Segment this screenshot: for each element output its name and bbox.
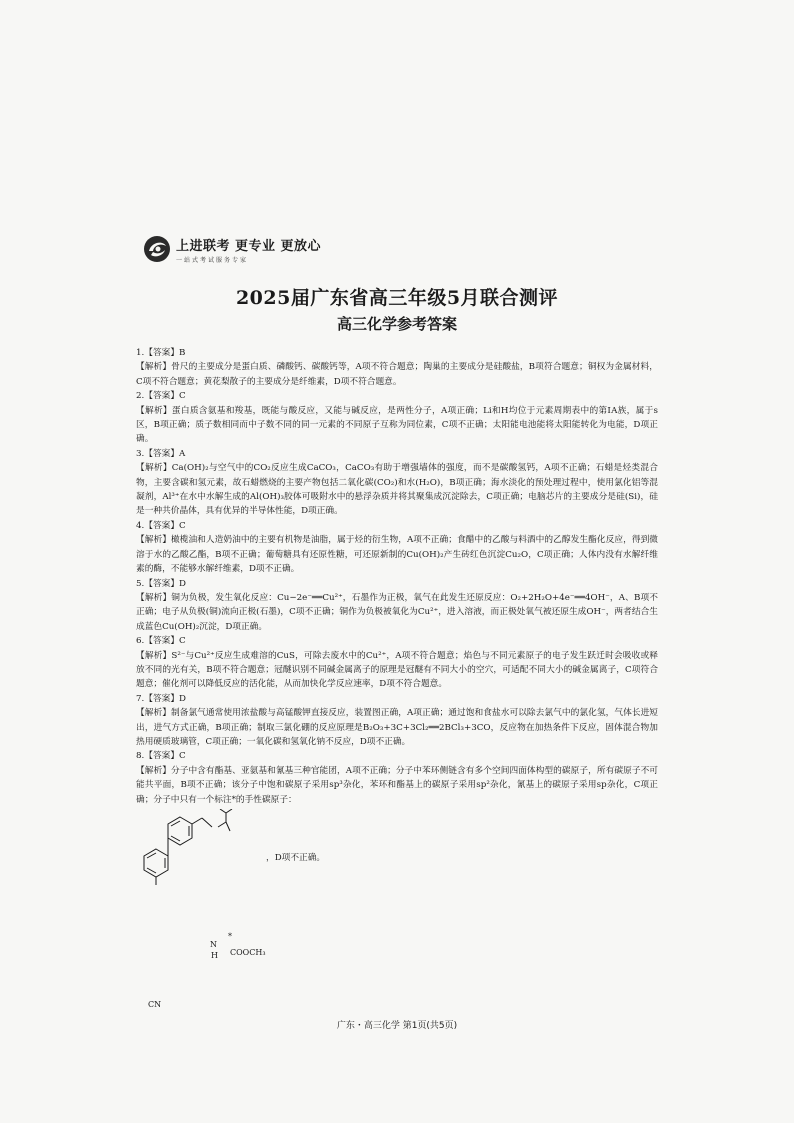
question-7 (136, 692, 658, 750)
brand-name: 上进联考 更专业 更放心 (176, 238, 322, 254)
page-footer: 广东・高三化学 第1页(共5页) (336, 1021, 458, 1031)
question-8 (136, 749, 658, 901)
analysis-text: 【解析】蛋白质含氨基和羧基，既能与酸反应，又能与碱反应，是两性分子，A项正确；Li和H均位于元素周期表中的第ⅠA族，属于s区，B项正确；质子数相同而中子数不同的同一元素的不同原子互称为同位素，C项不正确；太阳能电池能将太阳能转化为电能，D项正确。 (136, 405, 658, 445)
analysis-text: 【解析】制备氯气通常使用浓盐酸与高锰酸钾直接反应，装置图正确，A项正确；通过饱和食盐水可以除去氯气中的氯化氢，气体长进短出，进气方式正确，B项正确；制取三氯化硼的反应原理是B₂O₃+3C+3Cl₂══2BCl₃+3CO，反应物在加热条件下反应，固体混合物加热用硬质玻璃管，C项正确；一氧化碳和氢氧化钠不反应，D项不正确。 (136, 708, 658, 747)
label-n: N (210, 940, 217, 949)
question-2 (136, 389, 658, 447)
analysis-text: 【解析】骨尺的主要成分是蛋白质、磷酸钙、碳酸钙等，A项不符合题意；陶巢的主要成分是硅酸盐，B项符合题意；铜权为金属材料，C项不符合题意；黄花梨散子的主要成分是纤维素，D项不符合题意。 (136, 362, 658, 387)
answer-list (136, 346, 658, 901)
brand-logo (142, 234, 321, 264)
answer-label: 5.【答案】D (136, 578, 187, 589)
page-subtitle: 高三化学参考答案 (336, 315, 457, 333)
answer-label: 3.【答案】A (136, 448, 186, 459)
analysis-text: 【解析】分子中含有酯基、亚氨基和氰基三种官能团，A项不正确；分子中苯环侧链含有多个空间四面体构型的碳原子，所有碳原子不可能共平面，B项不正确；该分子中饱和碳原子采用sp³杂化，苯环和酯基上的碳原子采用sp²杂化，氰基上的碳原子采用sp杂化，C项正确；分子中只有一个标注*的手性碳原子： (136, 765, 658, 805)
chiral-molecule-structure (136, 809, 264, 901)
answer-label: 7.【答案】D (136, 693, 187, 704)
page-title: 2025届广东省高三年级5月联合测评 (235, 287, 559, 309)
chiral-star: * (228, 932, 232, 941)
answer-label: 8.【答案】C (136, 751, 186, 762)
answer-label: 1.【答案】B (136, 348, 186, 358)
question-1 (136, 346, 658, 389)
question-5 (136, 577, 658, 635)
label-ester: COOCH₃ (230, 948, 266, 957)
molecule-caption: ，D项不正确。 (266, 852, 326, 863)
analysis-text: 【解析】S²⁻与Cu²⁺反应生成难溶的CuS，可除去废水中的Cu²⁺，A项不符合题意；焰色与不同元素原子的电子发生跃迁时会吸收或释放不同的光有关，B项不符合题意；冠醚识别不同碱金属离子的原理是冠醚有不同大小的空穴，可适配不同大小的碱金属离子，C项符合题意；催化剂可以降低反应的活化能，从而加快化学反应速率，D项不符合题意。 (136, 650, 658, 690)
question-3 (136, 447, 658, 519)
answer-label: 2.【答案】C (136, 391, 186, 402)
brand-swirl-icon (142, 234, 172, 264)
question-6 (136, 634, 658, 692)
label-h: H (211, 951, 218, 960)
answer-label: 6.【答案】C (136, 636, 186, 647)
answer-label: 4.【答案】C (136, 520, 186, 531)
label-cn: CN (148, 1000, 162, 1009)
question-4 (136, 519, 658, 577)
analysis-text: 【解析】Ca(OH)₂与空气中的CO₂反应生成CaCO₃，CaCO₃有助于增强墙体的强度，而不是碳酸氢钙，A项不正确；石蜡是烃类混合物，主要含碳和氢元素，故石蜡燃烧的主要产物包括二氧化碳(CO₂)和水(H₂O)，B项正确；海水淡化的预处理过程中，使用氯化铝等混凝剂，Al³⁺在水中水解生成的Al(OH)₃胶体可吸附水中的悬浮杂质并将其聚集成沉淀除去，C项正确；电脑芯片的主要成分是硅(Si)，硅是一种共价晶体，具有优异的半导体性能，D项正确。 (136, 463, 658, 517)
analysis-text: 【解析】铜为负极，发生氧化反应：Cu−2e⁻══Cu²⁺，石墨作为正极，氧气在此发生还原反应：O₂+2H₂O+4e⁻══4OH⁻，A、B项不正确；电子从负极(铜)流向正极(石墨)，C项不正确；铜作为负极被氧化为Cu²⁺，进入溶液，而正极处氧气被还原生成OH⁻，两者结合生成蓝色Cu(OH)₂沉淀，D项正确。 (136, 592, 658, 632)
analysis-text: 【解析】橄榄油和人造奶油中的主要有机物是油脂，属于烃的衍生物，A项不正确；食醋中的乙酸与料酒中的乙醇发生酯化反应，得到微溶于水的乙酸乙酯，B项不正确；葡萄糖具有还原性糖，可还原新制的Cu(OH)₂产生砖红色沉淀Cu₂O，C项正确；人体内没有水解纤维素的酶，不能够水解纤维素，D项不正确。 (136, 535, 658, 575)
molecule-figure (136, 809, 658, 901)
brand-tagline: 一站式考试服务专家 (176, 256, 249, 264)
